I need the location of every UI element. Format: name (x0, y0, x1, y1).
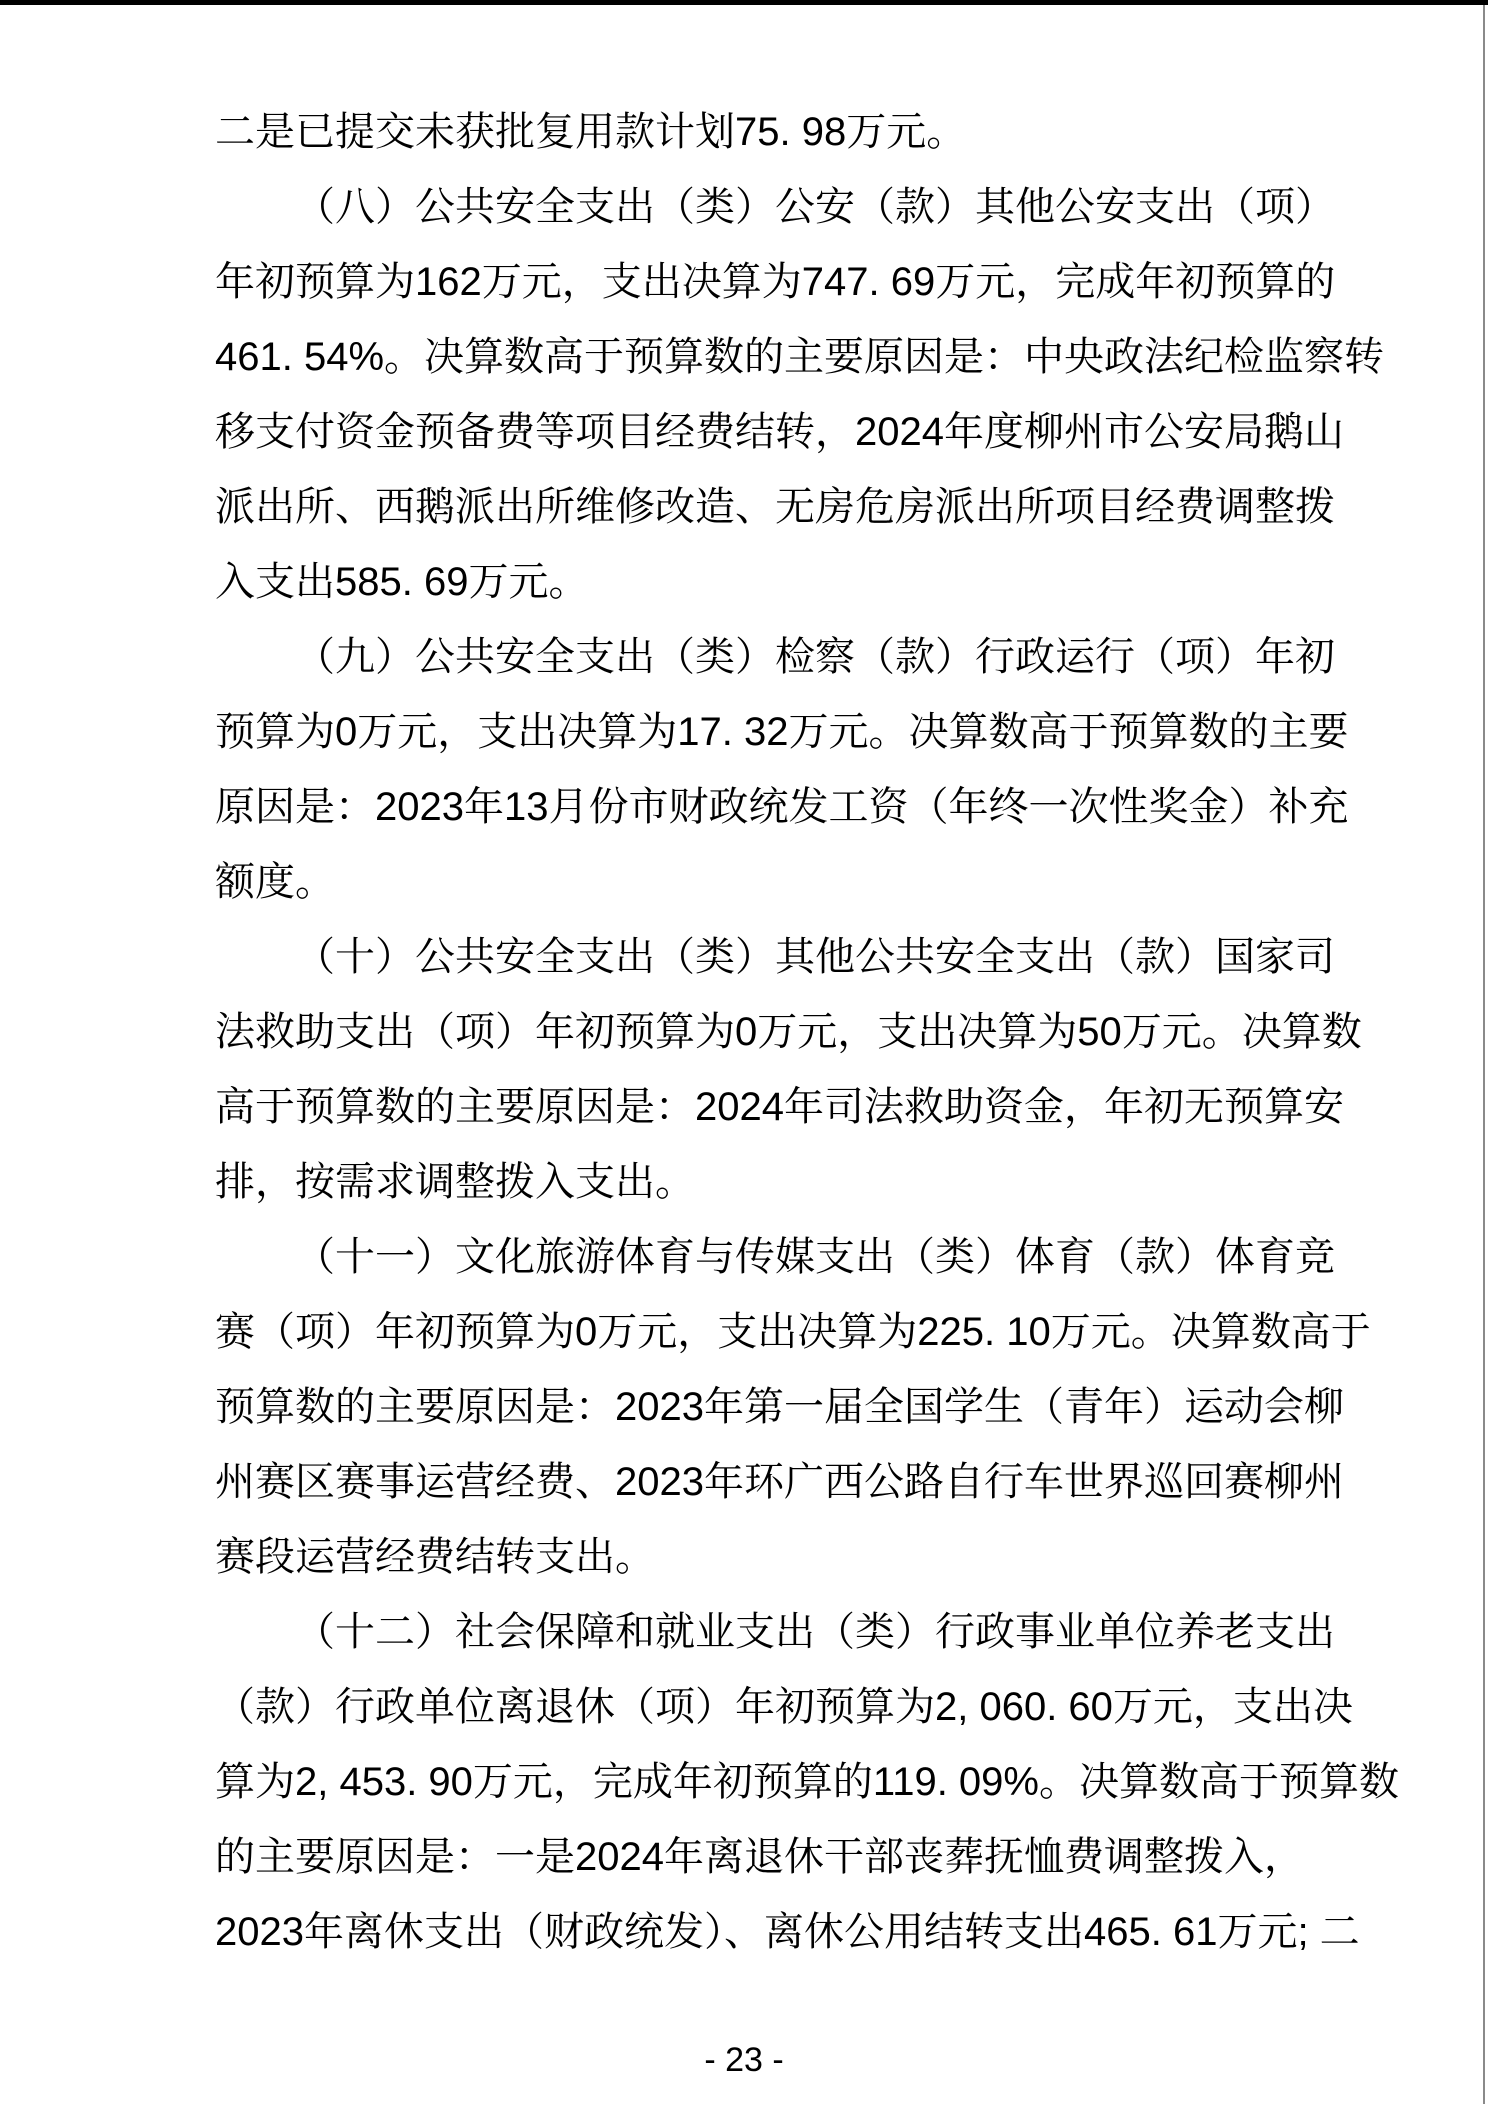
text-line: 高于预算数的主要原因是：2024年司法救助资金，年初无预算安 (215, 1085, 1344, 1129)
text-line: （十一）文化旅游体育与传媒支出（类）体育（款）体育竞 (295, 1235, 1335, 1279)
text-line: 预算数的主要原因是：2023年第一届全国学生（青年）运动会柳 (215, 1385, 1344, 1429)
text-line: 州赛区赛事运营经费、2023年环广西公路自行车世界巡回赛柳州 (215, 1460, 1344, 1504)
text-line: 原因是：2023年13月份市财政统发工资（年终一次性奖金）补充 (215, 785, 1349, 829)
text-line: 二是已提交未获批复用款计划75. 98万元。 (215, 110, 967, 154)
text-line: 算为2, 453. 90万元，完成年初预算的119. 09%。决算数高于预算数 (215, 1760, 1399, 1804)
text-line: 法救助支出（项）年初预算为0万元，支出决算为50万元。决算数 (215, 1010, 1362, 1054)
text-line: （十二）社会保障和就业支出（类）行政事业单位养老支出 (295, 1610, 1335, 1654)
text-line: 2023年离休支出（财政统发）、离休公用结转支出465. 61万元; 二 (215, 1910, 1360, 1954)
text-line: （八）公共安全支出（类）公安（款）其他公安支出（项） (295, 185, 1335, 229)
page-number: - 23 - (704, 2041, 784, 2079)
text-line: （十）公共安全支出（类）其他公共安全支出（款）国家司 (295, 935, 1335, 979)
text-line: 额度。 (215, 860, 335, 904)
text-line: 入支出585. 69万元。 (215, 560, 589, 604)
page-footer (0, 2040, 1488, 2080)
text-line: 的主要原因是：一是2024年离退休干部丧葬抚恤费调整拨入， (215, 1835, 1304, 1879)
text-line: 排，按需求调整拨入支出。 (215, 1160, 695, 1204)
text-line: （九）公共安全支出（类）检察（款）行政运行（项）年初 (295, 635, 1335, 679)
scan-right-edge (1483, 5, 1485, 2104)
text-line: 移支付资金预备费等项目经费结转，2024年度柳州市公安局鹅山 (215, 410, 1344, 454)
text-line: 赛（项）年初预算为0万元，支出决算为225. 10万元。决算数高于 (215, 1310, 1371, 1354)
text-line: 461. 54%。决算数高于预算数的主要原因是：中央政法纪检监察转 (215, 335, 1385, 379)
text-line: 赛段运营经费结转支出。 (215, 1535, 655, 1579)
scan-top-edge (0, 0, 1488, 5)
text-line: （款）行政单位离退休（项）年初预算为2, 060. 60万元，支出决 (215, 1685, 1353, 1729)
text-line: 派出所、西鹅派出所维修改造、无房危房派出所项目经费调整拨 (215, 485, 1335, 529)
document-body (215, 95, 1399, 1970)
text-line: 年初预算为162万元，支出决算为747. 69万元，完成年初预算的 (215, 260, 1336, 304)
text-line: 预算为0万元，支出决算为17. 32万元。决算数高于预算数的主要 (215, 710, 1349, 754)
